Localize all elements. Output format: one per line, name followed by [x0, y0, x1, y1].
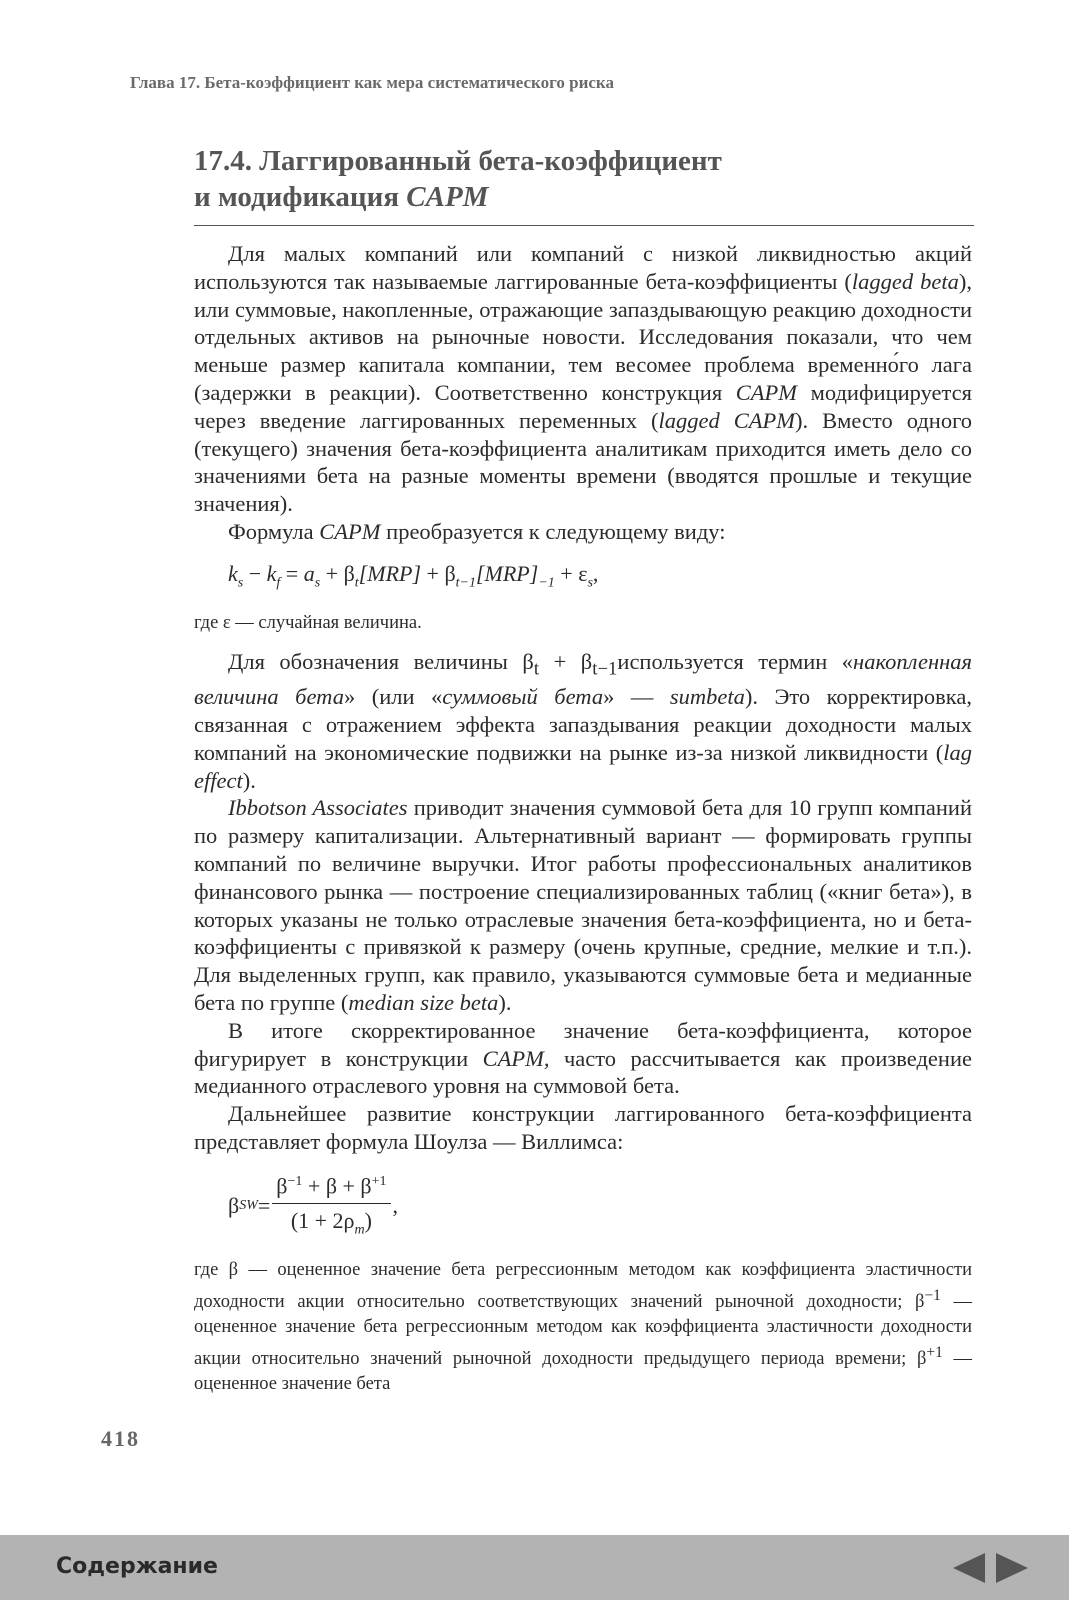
paragraph-3: Для обозначения величины $\beta_t$ + $\beta_{t-1}используется$ термин «накопленная величина бета» (или «суммовый бета» — sumbeta). Это корректировка, связанная с отражением эффекта запаздывания реакции доходности малых компаний на экономические подвижки на рынке из-за низкой ликвидности (lag effect). — [194, 648, 973, 793]
paragraph-6: Дальнейшее развитие конструкции лаггированного бета-коэффициента представляет формула Шоулза — Виллимса: — [194, 1101, 972, 1154]
section-title-line1: 17.4. Лаггированный бета-коэффициент — [194, 145, 722, 177]
formula-fraction — [272, 1168, 390, 1244]
paragraph-2: Формула CAPM преобразуется к следующему виду: — [228, 518, 726, 544]
page-content — [194, 240, 972, 1397]
page-number: 418 — [101, 1426, 140, 1451]
triangle-left-icon[interactable] — [953, 1553, 985, 1583]
title-text: и модификация — [194, 181, 407, 213]
capm-lag-formula: $k_s - k_f = a_s + \beta_t[MRP] + \beta_{t-1}[MRP]_{-1} + \varepsilon_s$, — [228, 560, 599, 591]
triangle-right-icon[interactable] — [996, 1553, 1028, 1583]
running-head: Глава 17. Бета-коэффициент как мера систематического риска — [130, 73, 614, 92]
formula-2-explanation: где β — оцененное значение бета регрессионным методом как коэффициента эластичности доходности акции относительно соответствующих значений рыночной доходности; $\beta^{-1}$ — оцененное значение бета регрессионным методом как коэффициента эластичности доходности акции относительно значений рыночной доходности предыдущего периода времени; $\beta^{+1}$ — оцененное значение бета — [194, 1260, 973, 1395]
paragraph-4: Ibbotson Associates приводит значения суммовой бета для 10 групп компаний по размеру капитализации. Альтернативный вариант — формировать группы компаний по величине выручки. Итог работы профессиональных аналитиков финансового рынка — построение специализированных таблиц («книг бета»), в которых указаны не только отраслевые значения бета-коэффициента, но и бета-коэффициенты с привязкой к размеру (очень крупные, средние, мелкие и т.п.). Для выделенных групп, как правило, указываются суммовые бета и медианные бета по группе (median size beta). — [194, 795, 972, 1016]
navigation-bar — [0, 1535, 1069, 1600]
fraction-denominator: $(1 + 2\rho_m)$ — [290, 1207, 372, 1238]
title-em: CAPM — [406, 181, 489, 213]
section-title — [194, 143, 974, 226]
fraction-numerator: $\beta^{-1} + \beta + \beta^{+1}$ — [272, 1168, 390, 1204]
formula-1-explanation: где ε — случайная величина. — [194, 612, 422, 633]
scholes-williams-formula: β SW = $\frac{\beta^{-1} + \beta + \beta^{+1}}{(1 + 2\rho_m)}$ , — [228, 1168, 972, 1244]
table-of-contents-link[interactable]: Содержание — [56, 1554, 218, 1579]
paragraph-1: Для малых компаний или компаний с низкой ликвидностью акций используются так называемые лаггированные бета-коэффициенты (lagged beta), или суммовые, накопленные, отражающие запаздывающую реакцию доходности отдельных активов на рыночные новости. Исследования показали, что чем меньше размер капитала компании, тем весомее проблема временно́го лага (задержки в реакции). Соответственно конструкция CAPM модифицируется через введение лаггированных переменных (lagged CAPM). Вместо одного (текущего) значения бета-коэффициента аналитикам приходится иметь дело со значениями бета на разные моменты времени (вводятся прошлые и текущие значения). — [194, 241, 972, 517]
paragraph-5: В итоге скорректированное значение бета-коэффициента, которое фигурирует в конструкции CAPM, часто рассчитывается как произведение медианного отраслевого уровня на суммовой бета. — [194, 1017, 972, 1099]
section-title-line2 — [194, 179, 974, 215]
